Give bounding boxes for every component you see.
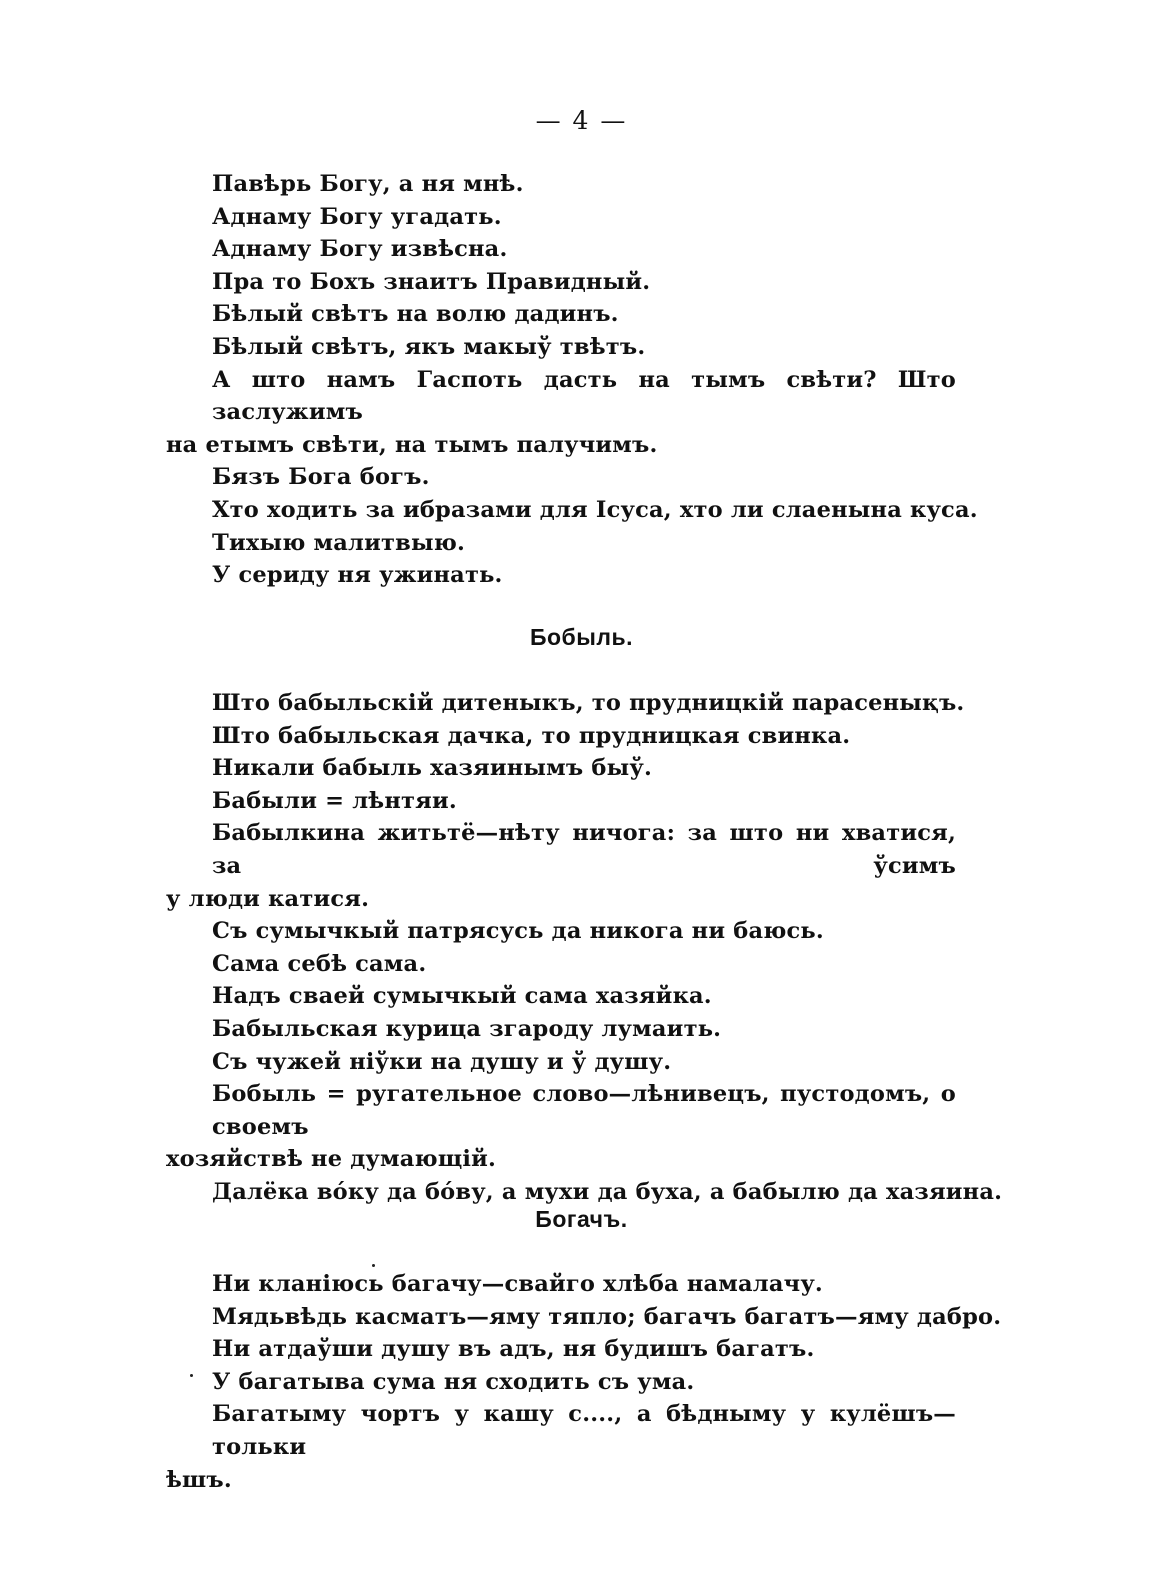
- page-number: — 4 —: [535, 106, 628, 135]
- proverb-line: Аднаму Богу извѣсна.: [212, 236, 508, 263]
- proverb-line: Што бабыльскій дитеныкъ, то прудницкій парасенықъ.: [212, 690, 965, 716]
- proverb-line: Бабыльская курица згароду лумаить.: [212, 1015, 722, 1042]
- proverb-line: Бязъ Бога богъ.: [212, 464, 430, 491]
- proverb-line: Ни кланіюсь багачу—свайго хлѣба намалачу.: [212, 1271, 823, 1297]
- proverb-line-continuation: на етымъ свѣти, на тымъ палучимъ.: [166, 431, 658, 458]
- proverb-line: Што бабыльская дачка, то прудницкая свинка.: [212, 722, 851, 749]
- proverbs-bobyl-block: [166, 687, 1003, 1209]
- proverb-line: А што намъ Гаспоть дасть на тымъ свѣти? Што заслужимъ: [212, 366, 956, 426]
- proverb-line: Мядьвѣдь касматъ—яму тяпло; багачъ багатъ—яму дабро.: [212, 1303, 1002, 1330]
- section-heading-bogach: Богачъ.: [535, 1206, 628, 1232]
- proverb-line: Аднаму Богу угадать.: [212, 203, 502, 230]
- proverbs-bogach-block: [166, 1268, 1002, 1496]
- proverb-line: Далёка вóку да бóву, а мухи да буха, а бабылю да хазяина.: [212, 1178, 1003, 1205]
- proverb-line: Бобыль = ругательное слово—лѣнивецъ, пустодомъ, о своемъ: [212, 1081, 956, 1140]
- proverb-line-continuation: хозяйствѣ не думающій.: [166, 1146, 497, 1173]
- section-heading-bobyl: Бобыль.: [529, 624, 634, 650]
- proverb-line: Сама себѣ сама.: [212, 950, 427, 977]
- proverb-line: Ни атдаўши душу въ адъ, ня будишъ багатъ.: [212, 1336, 815, 1363]
- proverb-line: Багатыму чортъ у кашу с...., а бѣдныму у кулёшъ—тольки: [212, 1401, 956, 1460]
- proverb-line: Бабылкина житьтё—нѣту ничога: за што ни хватися, за ўсимъ: [212, 820, 956, 879]
- proverb-line: Бѣлый свѣтъ на волю дадинъ.: [212, 301, 619, 328]
- proverb-line: Тихыю малитвыю.: [212, 529, 466, 556]
- proverb-line: Хто ходить за ибразами для Ісуса, хто ли слаенына куса.: [212, 496, 978, 523]
- proverb-line: Никали бабыль хазяинымъ быў.: [212, 755, 652, 782]
- proverb-line: Съ чужей ніўки на душу и ў душу.: [212, 1048, 672, 1075]
- proverb-line: Пра то Бохъ знаитъ Правидный.: [212, 268, 651, 295]
- proverb-line: Надъ сваей сумычкый сама хазяйка.: [212, 983, 712, 1010]
- proverb-line: У багатыва сума ня сходить съ ума.: [212, 1368, 695, 1395]
- proverb-line-continuation: ѣшъ.: [166, 1466, 232, 1493]
- proverb-line: Павѣрь Богу, а ня мнѣ.: [212, 171, 524, 197]
- proverb-line: Съ сумычкый патрясусь да никога ни баюсь.: [212, 918, 824, 945]
- scan-speck: [190, 1374, 193, 1377]
- proverb-line: Бабыли = лѣнтяи.: [212, 787, 457, 814]
- proverb-line: Бѣлый свѣтъ, якъ макыў твѣтъ.: [212, 333, 646, 360]
- scan-speck: [372, 1264, 375, 1267]
- proverbs-god-block: [166, 168, 978, 592]
- proverb-line-continuation: у люди катися.: [166, 885, 370, 912]
- proverb-line: У сериду ня ужинать.: [212, 562, 503, 589]
